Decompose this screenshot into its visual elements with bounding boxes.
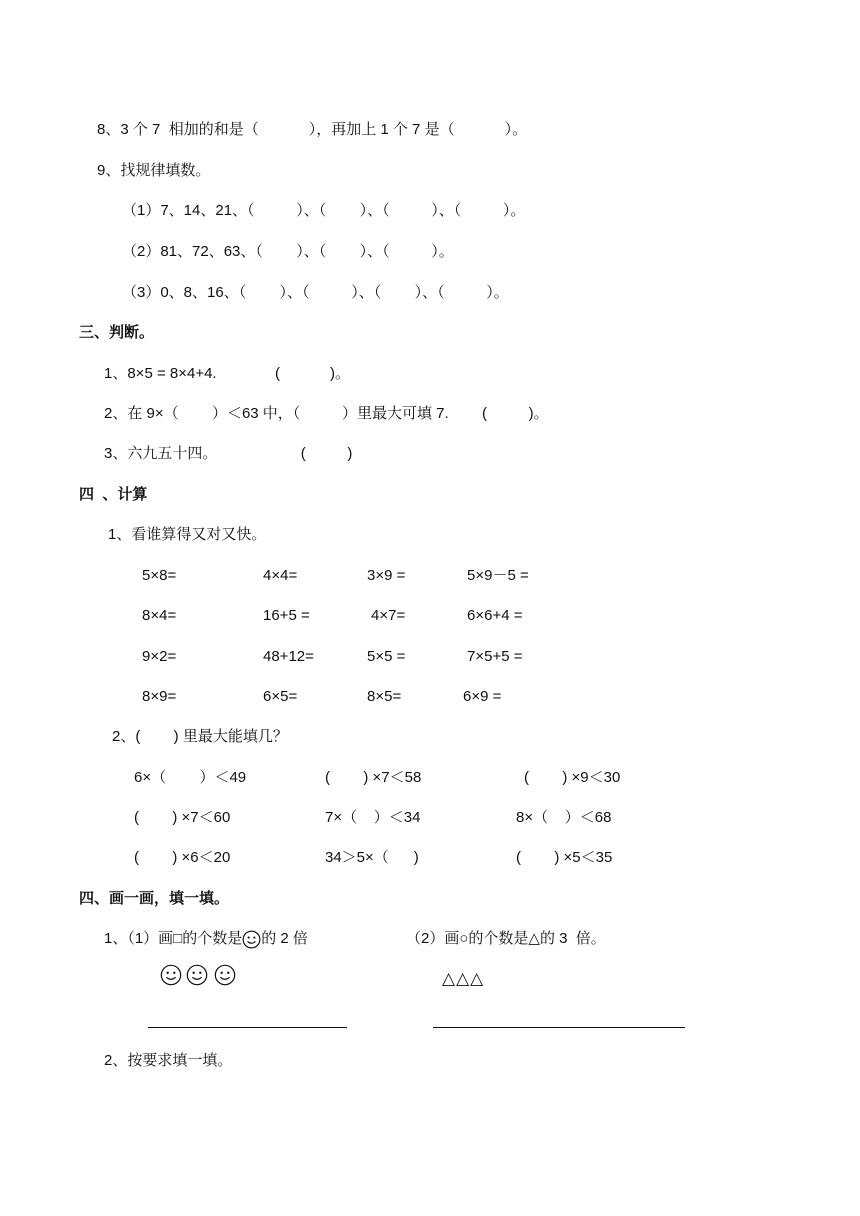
calc-cell: 5×9－5 = — [467, 567, 529, 584]
question-8: 8、3 个 7 相加的和是（ ），再加上 1 个 7 是（ ）。 — [97, 121, 528, 138]
draw-q1-left — [104, 929, 308, 949]
smiley-face-icon — [214, 964, 236, 986]
smiley-face-group — [160, 964, 240, 988]
inequality: 8×（ ）＜68 — [516, 809, 612, 826]
calc-cell: 9×2= — [142, 648, 177, 665]
inequality: 6×（ ）＜49 — [134, 769, 247, 786]
inequality: 34＞5×（ ) — [325, 849, 419, 866]
calc-cell: 48+12= — [263, 648, 314, 665]
question-9-title: 9、找规律填数。 — [97, 162, 211, 179]
calc-sub-1: 1、看谁算得又对又快。 — [108, 526, 267, 543]
inequality: ( ) ×7＜58 — [325, 769, 422, 786]
calc-cell: 8×9= — [142, 688, 177, 705]
triangle-icons: △△△ — [442, 969, 485, 988]
draw-q1-left-before: 1、（1）画□的个数是 — [104, 930, 243, 947]
smiley-face-icon — [160, 964, 182, 986]
question-9-item-2: （2）81、72、63、（ ）、（ ）、（ ）。 — [122, 243, 454, 260]
calc-cell: 6×6+4 = — [467, 607, 523, 624]
calc-cell: 4×4= — [263, 567, 298, 584]
judge-item-3: 3、六九五十四。 ( ) — [104, 445, 353, 462]
calc-sub-2: 2、( ) 里最大能填几？ — [112, 728, 288, 745]
calc-cell: 3×9 = — [367, 567, 406, 584]
question-9-item-1: （1）7、14、21、（ ）、（ ）、（ ）、（ ）。 — [122, 202, 526, 219]
draw-heading: 四、画一画，填一填。 — [79, 890, 230, 907]
calc-cell: 7×5+5 = — [467, 648, 523, 665]
inequality: ( ) ×9＜30 — [524, 769, 621, 786]
calc-cell: 5×5 = — [367, 648, 406, 665]
calc-cell: 4×7= — [371, 607, 406, 624]
answer-line-left — [148, 1027, 347, 1028]
inequality: ( ) ×6＜20 — [134, 849, 231, 866]
calc-cell: 8×4= — [142, 607, 177, 624]
smiley-face-icon — [186, 964, 208, 986]
inequality: 7×（ ）＜34 — [325, 809, 421, 826]
calc-cell: 6×5= — [263, 688, 298, 705]
question-9-item-3: （3）0、8、16、（ ）、（ ）、（ ）、（ ）。 — [122, 284, 509, 301]
calc-cell: 6×9 = — [463, 688, 502, 705]
calc-cell: 16+5 = — [263, 607, 310, 624]
calc-cell: 8×5= — [367, 688, 402, 705]
answer-line-right — [433, 1027, 685, 1028]
draw-q2: 2、按要求填一填。 — [104, 1052, 233, 1069]
judge-heading: 三、判断。 — [79, 324, 155, 341]
judge-item-1: 1、8×5 = 8×4+4. ( )。 — [104, 365, 350, 382]
smiley-face-icon — [242, 930, 261, 949]
calc-cell: 5×8= — [142, 567, 177, 584]
calc-heading: 四 、计算 — [79, 486, 148, 503]
draw-q1-left-after: 的 2 倍 — [261, 930, 308, 947]
inequality: ( ) ×5＜35 — [516, 849, 613, 866]
draw-q1-right: （2）画○的个数是△的 3 倍。 — [406, 930, 606, 947]
judge-item-2: 2、在 9×（ ）＜63 中，（ ）里最大可填 7. ( )。 — [104, 405, 549, 422]
inequality: ( ) ×7＜60 — [134, 809, 231, 826]
